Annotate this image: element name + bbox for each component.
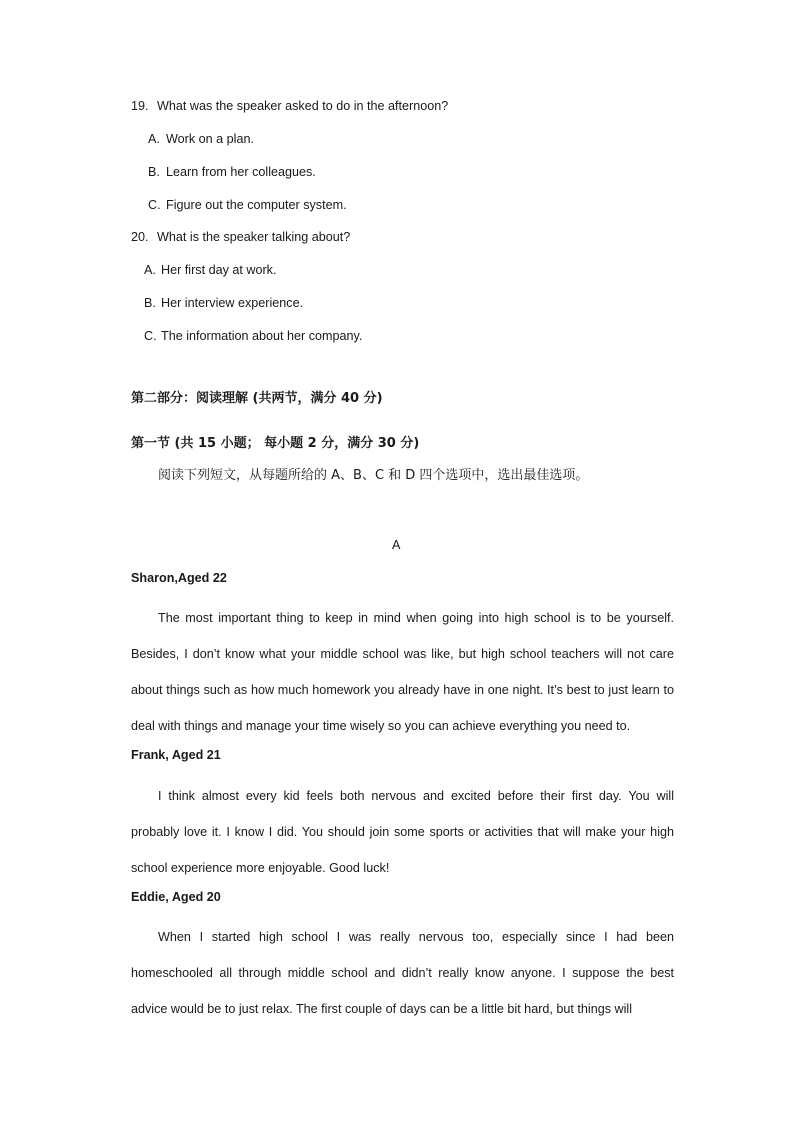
passage-paragraph: [131, 919, 674, 1027]
passage-paragraph: [131, 600, 674, 744]
option-letter: C.: [148, 198, 161, 212]
author-heading: Frank, Aged 21: [131, 748, 221, 762]
option-text: Her first day at work.: [161, 263, 277, 277]
author-heading: Eddie, Aged 20: [131, 890, 221, 904]
question-number: 19.: [131, 99, 149, 113]
question-text: What was the speaker asked to do in the afternoon?: [157, 99, 449, 113]
option-text: The information about her company.: [161, 329, 363, 343]
part-heading: 第二部分：阅读理解 (共两节，满分 40 分): [131, 391, 383, 406]
option-letter: A.: [144, 263, 156, 277]
passage-paragraph: [131, 778, 674, 886]
option-text: Work on a plan.: [166, 132, 254, 146]
paragraph-text: The most important thing to keep in mind when going into high school is to be yourself. Besides, I don’t know what your middle school was like, but high school teachers will not care about things such as how much homework you already have in one night. It’s best to just learn to deal with things and manage your time wisely so you can achieve everything you need to.: [131, 611, 674, 733]
option-letter: B.: [148, 165, 160, 179]
paragraph-text: When I started high school I was really nervous too, especially since I had been homeschooled all through middle school and didn’t really know anyone. I suppose the best advice would be to just relax. The first couple of days can be a little bit hard, but things will: [131, 930, 674, 1016]
option-letter: B.: [144, 296, 156, 310]
question-text: What is the speaker talking about?: [157, 230, 351, 244]
option-letter: C.: [144, 329, 157, 343]
option-text: Figure out the computer system.: [166, 198, 347, 212]
passage-label: A: [392, 538, 401, 552]
option-letter: A.: [148, 132, 160, 146]
option-text: Learn from her colleagues.: [166, 165, 316, 179]
question-number: 20.: [131, 230, 149, 244]
paragraph-text: I think almost every kid feels both nervous and excited before their first day. You will probably love it. I know I did. You should join some sports or activities that will make your high school experience more enjoyable. Good luck!: [131, 789, 674, 875]
instruction-text: 阅读下列短文，从每题所给的 A、B、C 和 D 四个选项中，选出最佳选项。: [158, 468, 589, 483]
author-heading: Sharon,Aged 22: [131, 571, 227, 585]
section-heading: 第一节 (共 15 小题； 每小题 2 分，满分 30 分): [131, 436, 420, 451]
option-text: Her interview experience.: [161, 296, 304, 310]
